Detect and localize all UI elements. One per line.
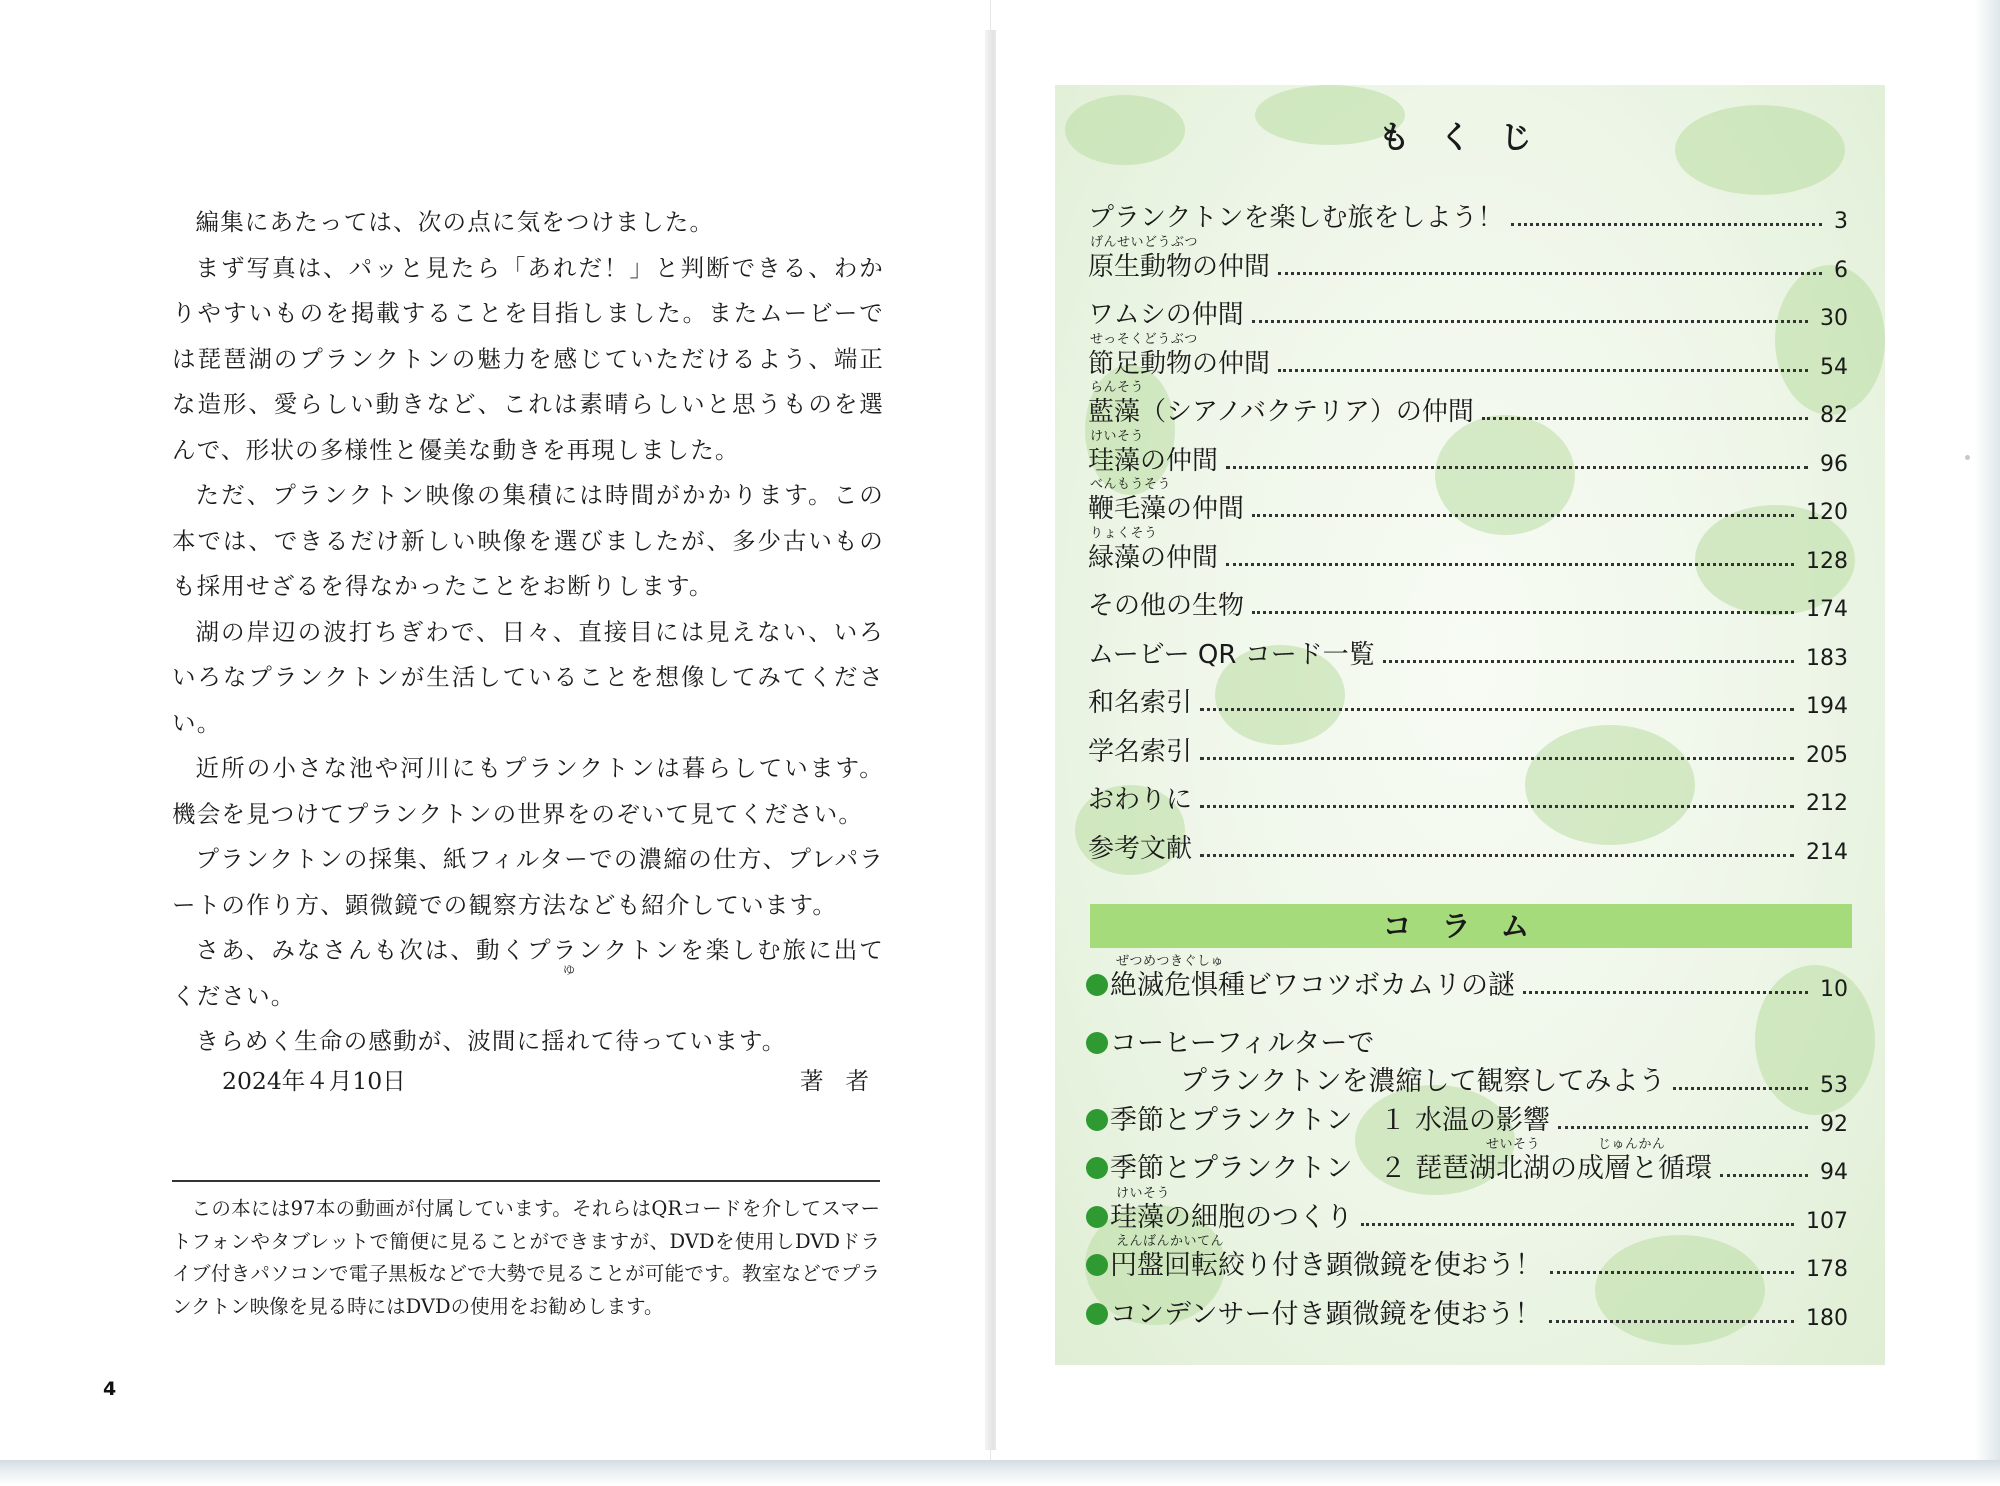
column-item-label-line2: プランクトンを濃縮して観察してみよう [1180, 1066, 1666, 1097]
column-item-page: 94 [1820, 1160, 1848, 1185]
toc-item[interactable] [1088, 776, 1848, 822]
column-leader-dots [1361, 1223, 1794, 1226]
toc-item-label: 和名索引 [1088, 688, 1193, 718]
column-item-ruby: けいそう [1116, 1186, 1171, 1201]
toc-item-page: 174 [1806, 597, 1848, 622]
paragraph: さあ、みなさんも次は、動くプランクトンを楽しむ旅に出てください。 [172, 936, 884, 1010]
column-item-label [1086, 1098, 1550, 1137]
toc-item-page: 212 [1806, 791, 1848, 816]
column-item-text: 珪藻の細胞のつくり [1110, 1202, 1353, 1233]
ruby-yu: ゆ [563, 963, 576, 977]
column-item-page: 107 [1806, 1209, 1848, 1234]
page-edge-shadow [1975, 0, 2000, 1480]
column-item-text: コーヒーフィルターで [1110, 1028, 1375, 1059]
toc-leader-dots [1252, 320, 1808, 323]
column-item-ruby-2: じゅんかん [1598, 1137, 1666, 1152]
green-bullet-icon [1086, 1032, 1108, 1054]
green-bullet-icon [1086, 974, 1108, 996]
green-bullet-icon [1086, 1109, 1108, 1131]
toc-item[interactable] [1088, 526, 1848, 580]
green-bullet-icon [1086, 1157, 1108, 1179]
paragraph: ただ、プランクトン映像の集積には時間がかかります。この本では、できるだけ新しい映像を選びましたが、多少古いものも採用せざるを得なかったことをお断りします。 [172, 481, 884, 600]
toc-leader-dots [1200, 708, 1794, 711]
toc-item[interactable] [1088, 728, 1848, 774]
toc-item-ruby: けいそう [1090, 429, 1145, 444]
toc-leader-dots [1482, 417, 1808, 420]
column-item-text: 円盤回転絞り付き顕微鏡を使おう！ [1110, 1250, 1542, 1281]
column-item-text: 絶滅危惧種ビワコツボカムリの謎 [1110, 970, 1515, 1001]
toc-item-label: 珪藻の仲間 [1088, 446, 1219, 476]
paragraph: 近所の小さな池や河川にもプランクトンは暮らしています。機会を見つけてプランクトンの世界をのぞいて見てください。 [172, 754, 884, 828]
author: 著者 [800, 1067, 891, 1095]
toc-leader-dots [1226, 466, 1808, 469]
toc-item-ruby: げんせいどうぶつ [1090, 235, 1199, 250]
toc-item-page: 183 [1806, 646, 1848, 671]
toc-leader-dots [1383, 660, 1794, 663]
dvd-note: この本には97本の動画が付属しています。それらはQRコードを介してスマートフォンやタブレットで簡便に見ることができますが、DVDを使用しDVDドライブ付きパソコンで電子黒板などで大勢で見ることが可能です。教室などでプランクトン映像を見る時にはDVDの使用をお勧めします。 [172, 1197, 880, 1318]
toc-item-page: 3 [1834, 209, 1848, 234]
paragraph: プランクトンの採集、紙フィルターでの濃縮の仕方、プレパラートの作り方、顕微鏡での観察方法なども紹介しています。 [172, 845, 884, 919]
column-item-label [1086, 1021, 1374, 1060]
toc-item-page: 96 [1820, 452, 1848, 477]
column-item[interactable] [1088, 1137, 1848, 1191]
paragraph: まず写真は、パッと見たら「あれだ！」と判断できる、わかりやすいものを掲載することを目指しました。またムービーでは琵琶湖のプランクトンの魅力を感じていただけるよう、端正な造形、愛らしい動きなど、これは素晴らしいと思うものを選んで、形状の多様性と優美な動きを再現しました。 [172, 253, 884, 464]
column-item-ruby: えんばんかいてん [1116, 1234, 1225, 1249]
toc-item-page: 6 [1834, 258, 1848, 283]
toc-leader-dots [1200, 757, 1794, 760]
toc-leader-dots [1511, 223, 1822, 226]
toc-item-label: 緑藻の仲間 [1088, 543, 1219, 573]
column-item[interactable] [1088, 1291, 1848, 1337]
bottom-edge-shadow [0, 1460, 2000, 1486]
column-leader-dots [1720, 1174, 1808, 1177]
toc-leader-dots [1252, 514, 1794, 517]
column-item-text: 季節とプランクトン ２ 琵琶湖北湖の成層と循環 [1110, 1153, 1713, 1184]
toc-item[interactable] [1088, 332, 1848, 386]
column-header-title: コラム [1382, 909, 1560, 943]
toc-item-label: ワムシの仲間 [1088, 300, 1244, 330]
toc-item-label: 節足動物の仲間 [1088, 349, 1271, 379]
toc-item-page: 82 [1820, 403, 1848, 428]
toc-leader-dots [1278, 369, 1808, 372]
column-item-ruby: ぜつめつきぐしゅ [1116, 954, 1225, 969]
toc-title: もくじ [1378, 120, 1562, 156]
column-item-text: 季節とプランクトン １ 水温の影響 [1110, 1105, 1551, 1136]
column-item-page: 92 [1820, 1112, 1848, 1137]
toc-item[interactable] [1088, 631, 1848, 677]
toc-item-ruby: せっそくどうぶつ [1090, 332, 1198, 347]
paper-speck [1965, 455, 1970, 460]
toc-item-ruby: らんそう [1090, 380, 1145, 395]
toc-item-label: ムービー QR コード一覧 [1088, 640, 1375, 670]
column-item[interactable] [1088, 954, 1848, 1008]
green-bullet-icon [1086, 1303, 1108, 1325]
toc-item-page: 128 [1806, 549, 1848, 574]
column-leader-dots [1558, 1126, 1808, 1129]
toc-item[interactable] [1088, 235, 1848, 289]
toc-leader-dots [1252, 611, 1794, 614]
toc-leader-dots [1278, 272, 1822, 275]
green-bullet-icon [1086, 1254, 1108, 1276]
toc-item[interactable] [1088, 477, 1848, 531]
toc-item[interactable] [1088, 194, 1848, 240]
toc-item[interactable] [1088, 291, 1848, 337]
toc-item-ruby: りょくそう [1090, 526, 1158, 541]
toc-item-label: プランクトンを楽しむ旅をしよう！ [1088, 203, 1504, 233]
toc-item-ruby: べんもうそう [1090, 477, 1172, 492]
column-leader-dots [1549, 1320, 1794, 1323]
paragraph: 湖の岸辺の波打ちぎわで、日々、直接目には見えない、いろいろなプランクトンが生活していることを想像してみてください。 [172, 617, 884, 737]
column-item-text: コンデンサー付き顕微鏡を使おう！ [1110, 1299, 1542, 1330]
toc-item-page: 194 [1806, 694, 1848, 719]
toc-leader-dots [1226, 563, 1794, 566]
toc-item-page: 30 [1820, 306, 1848, 331]
toc-item-label: 学名索引 [1088, 737, 1193, 767]
page-number: 4 [103, 1378, 117, 1400]
column-item-page: 180 [1806, 1306, 1848, 1331]
toc-item[interactable] [1088, 429, 1848, 483]
paragraph: 編集にあたっては、次の点に気をつけました。 [195, 208, 715, 236]
column-item[interactable] [1088, 1234, 1848, 1288]
toc-item-page: 214 [1806, 840, 1848, 865]
toc-leader-dots [1200, 805, 1794, 808]
column-leader-dots [1550, 1271, 1794, 1274]
green-bullet-icon [1086, 1206, 1108, 1228]
column-item-ruby: せいそう [1486, 1137, 1541, 1152]
toc-item-label: その他の生物 [1088, 591, 1245, 621]
paragraph: きらめく生命の感動が、波間に揺れて待っています。 [195, 1027, 787, 1055]
toc-item[interactable] [1088, 582, 1848, 628]
toc-item[interactable] [1088, 825, 1848, 871]
toc-item-label: 参考文献 [1088, 834, 1193, 864]
toc-item-label: 鞭毛藻の仲間 [1088, 494, 1245, 524]
toc-item-label: おわりに [1088, 785, 1193, 815]
toc-item[interactable] [1088, 380, 1848, 434]
toc-item-label: 原生動物の仲間 [1088, 252, 1271, 282]
toc-leader-dots [1200, 854, 1794, 857]
toc-item-page: 120 [1806, 500, 1848, 525]
foreword-text [172, 200, 884, 1065]
column-leader-dots [1523, 991, 1808, 994]
column-item-page: 53 [1820, 1073, 1848, 1098]
column-item[interactable] [1088, 1020, 1848, 1104]
column-item-page: 10 [1820, 977, 1848, 1002]
column-item-label [1086, 1292, 1541, 1331]
toc-item-label: 藍藻（シアノバクテリア）の仲間 [1088, 397, 1474, 427]
toc-item-page: 54 [1820, 355, 1848, 380]
toc-item[interactable] [1088, 679, 1848, 725]
column-item[interactable] [1088, 1097, 1848, 1143]
note-divider [172, 1180, 880, 1182]
date: 2024年４月10日 [222, 1067, 406, 1095]
toc-item-page: 205 [1806, 743, 1848, 768]
column-leader-dots [1673, 1087, 1808, 1090]
column-item-page: 178 [1806, 1257, 1848, 1282]
